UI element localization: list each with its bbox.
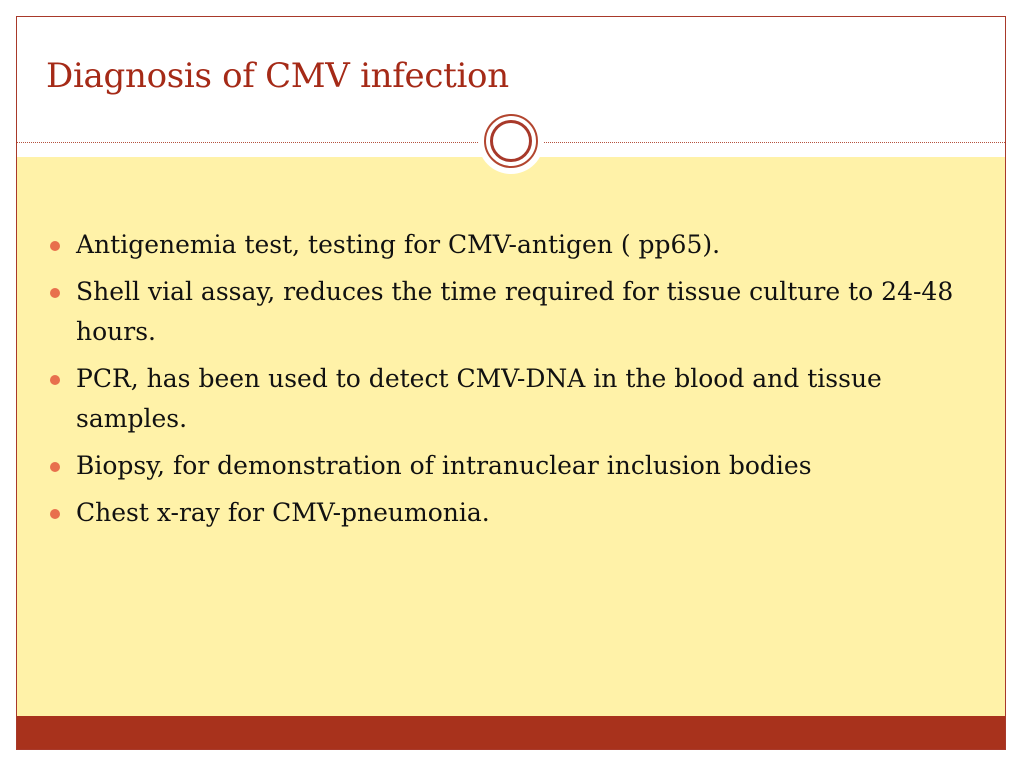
bullet-text: PCR, has been used to detect CMV-DNA in the blood and tissue samples. — [76, 364, 882, 433]
bullet-text: Antigenemia test, testing for CMV-antigen ( pp65). — [76, 230, 721, 259]
bullet-item-shell-vial — [48, 272, 983, 352]
bullet-text: Shell vial assay, reduces the time required for tissue culture to 24-48 hours. — [76, 277, 954, 346]
bullet-item-pcr — [48, 359, 983, 439]
footer-accent-bar — [17, 716, 1005, 749]
outer-ring — [484, 114, 538, 168]
double-ring-icon — [478, 108, 544, 174]
bullet-dot-icon — [50, 375, 60, 385]
bullet-item-chest-xray — [48, 493, 983, 533]
title-divider-right — [544, 142, 1005, 143]
bullet-item-biopsy — [48, 446, 983, 486]
bullet-text: Biopsy, for demonstration of intranuclear inclusion bodies — [76, 451, 812, 480]
bullet-item-antigenemia — [48, 225, 983, 265]
slide-title: Diagnosis of CMV infection — [46, 56, 509, 96]
bullet-dot-icon — [50, 509, 60, 519]
bullet-text: Chest x-ray for CMV-pneumonia. — [76, 498, 490, 527]
bullet-dot-icon — [50, 462, 60, 472]
inner-ring — [490, 120, 532, 162]
title-divider-left — [17, 142, 480, 143]
bullet-list — [48, 225, 983, 540]
bullet-dot-icon — [50, 288, 60, 298]
bullet-dot-icon — [50, 241, 60, 251]
